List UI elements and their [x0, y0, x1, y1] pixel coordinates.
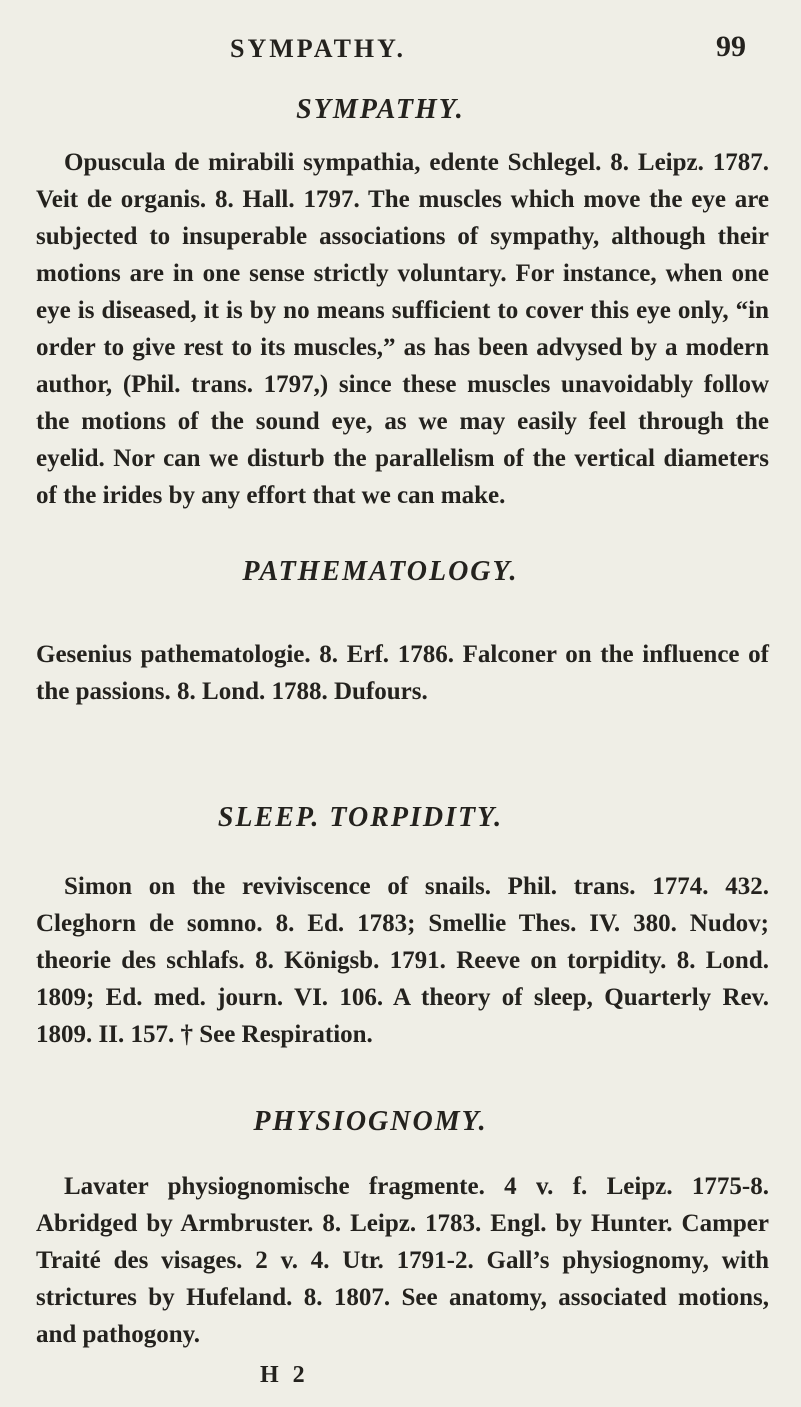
section-paragraph: Lavater physiognomische fragmente. 4 v. f. Leipz. 1775-8. Abridged by Armbruster. 8. Leipz. 1783. Engl. by Hunter. Camper Traité des visages. 2 v. 4. Utr. 1791-2. Gall’s physiognomy, with strictures by Hufeland. 8. 1807. See anatomy, associated motions, and pathogony. [36, 1173, 769, 1348]
section-sympathy [0, 94, 801, 514]
section-pathematology [0, 556, 801, 710]
section-paragraph: Simon on the reviviscence of snails. Phil. trans. 1774. 432. Cleghorn de somno. 8. Ed. 1783; Smellie Thes. IV. 380. Nudov; theorie des schlafs. 8. Königsb. 1791. Reeve on torpidity. 8. Lond. 1809; Ed. med. journ. VI. 106. A theory of sleep, Quarterly Rev. 1809. II. 157. † See Respiration. [36, 873, 769, 1048]
section-heading: PATHEMATOLOGY. [242, 556, 519, 587]
section-paragraph: Gesenius pathematologie. 8. Erf. 1786. Falconer on the influence of the passions. 8. Lond. 1788. Dufours. [36, 641, 769, 705]
section-heading: SLEEP. TORPIDITY. [217, 802, 504, 833]
section-paragraph: Opuscula de mirabili sympathia, edente Schlegel. 8. Leipz. 1787. Veit de organis. 8. Hall. 1797. The muscles which move the eye are subjected to insuperable associations of sympathy, although their motions are in one sense strictly voluntary. For instance, when one eye is diseased, it is by no means sufficient to cover this eye only, “in order to give rest to its muscles,” as has been advysed by a modern author, (Phil. trans. 1797,) since these muscles unavoidably follow the motions of the sound eye, as we may easily feel through the eyelid. Nor can we disturb the parallelism of the vertical diameters of the irides by any effort that we can make. [36, 149, 769, 509]
section-sleep-torpidity [0, 802, 801, 1053]
running-head [0, 28, 801, 68]
page-number: 99 [716, 30, 746, 63]
running-title: SYMPATHY. [230, 34, 407, 63]
section-heading: SYMPATHY. [296, 94, 465, 125]
section-heading: PHYSIOGNOMY. [253, 1106, 488, 1137]
section-physiognomy [0, 1106, 801, 1353]
signature-mark: H 2 [260, 1362, 309, 1388]
